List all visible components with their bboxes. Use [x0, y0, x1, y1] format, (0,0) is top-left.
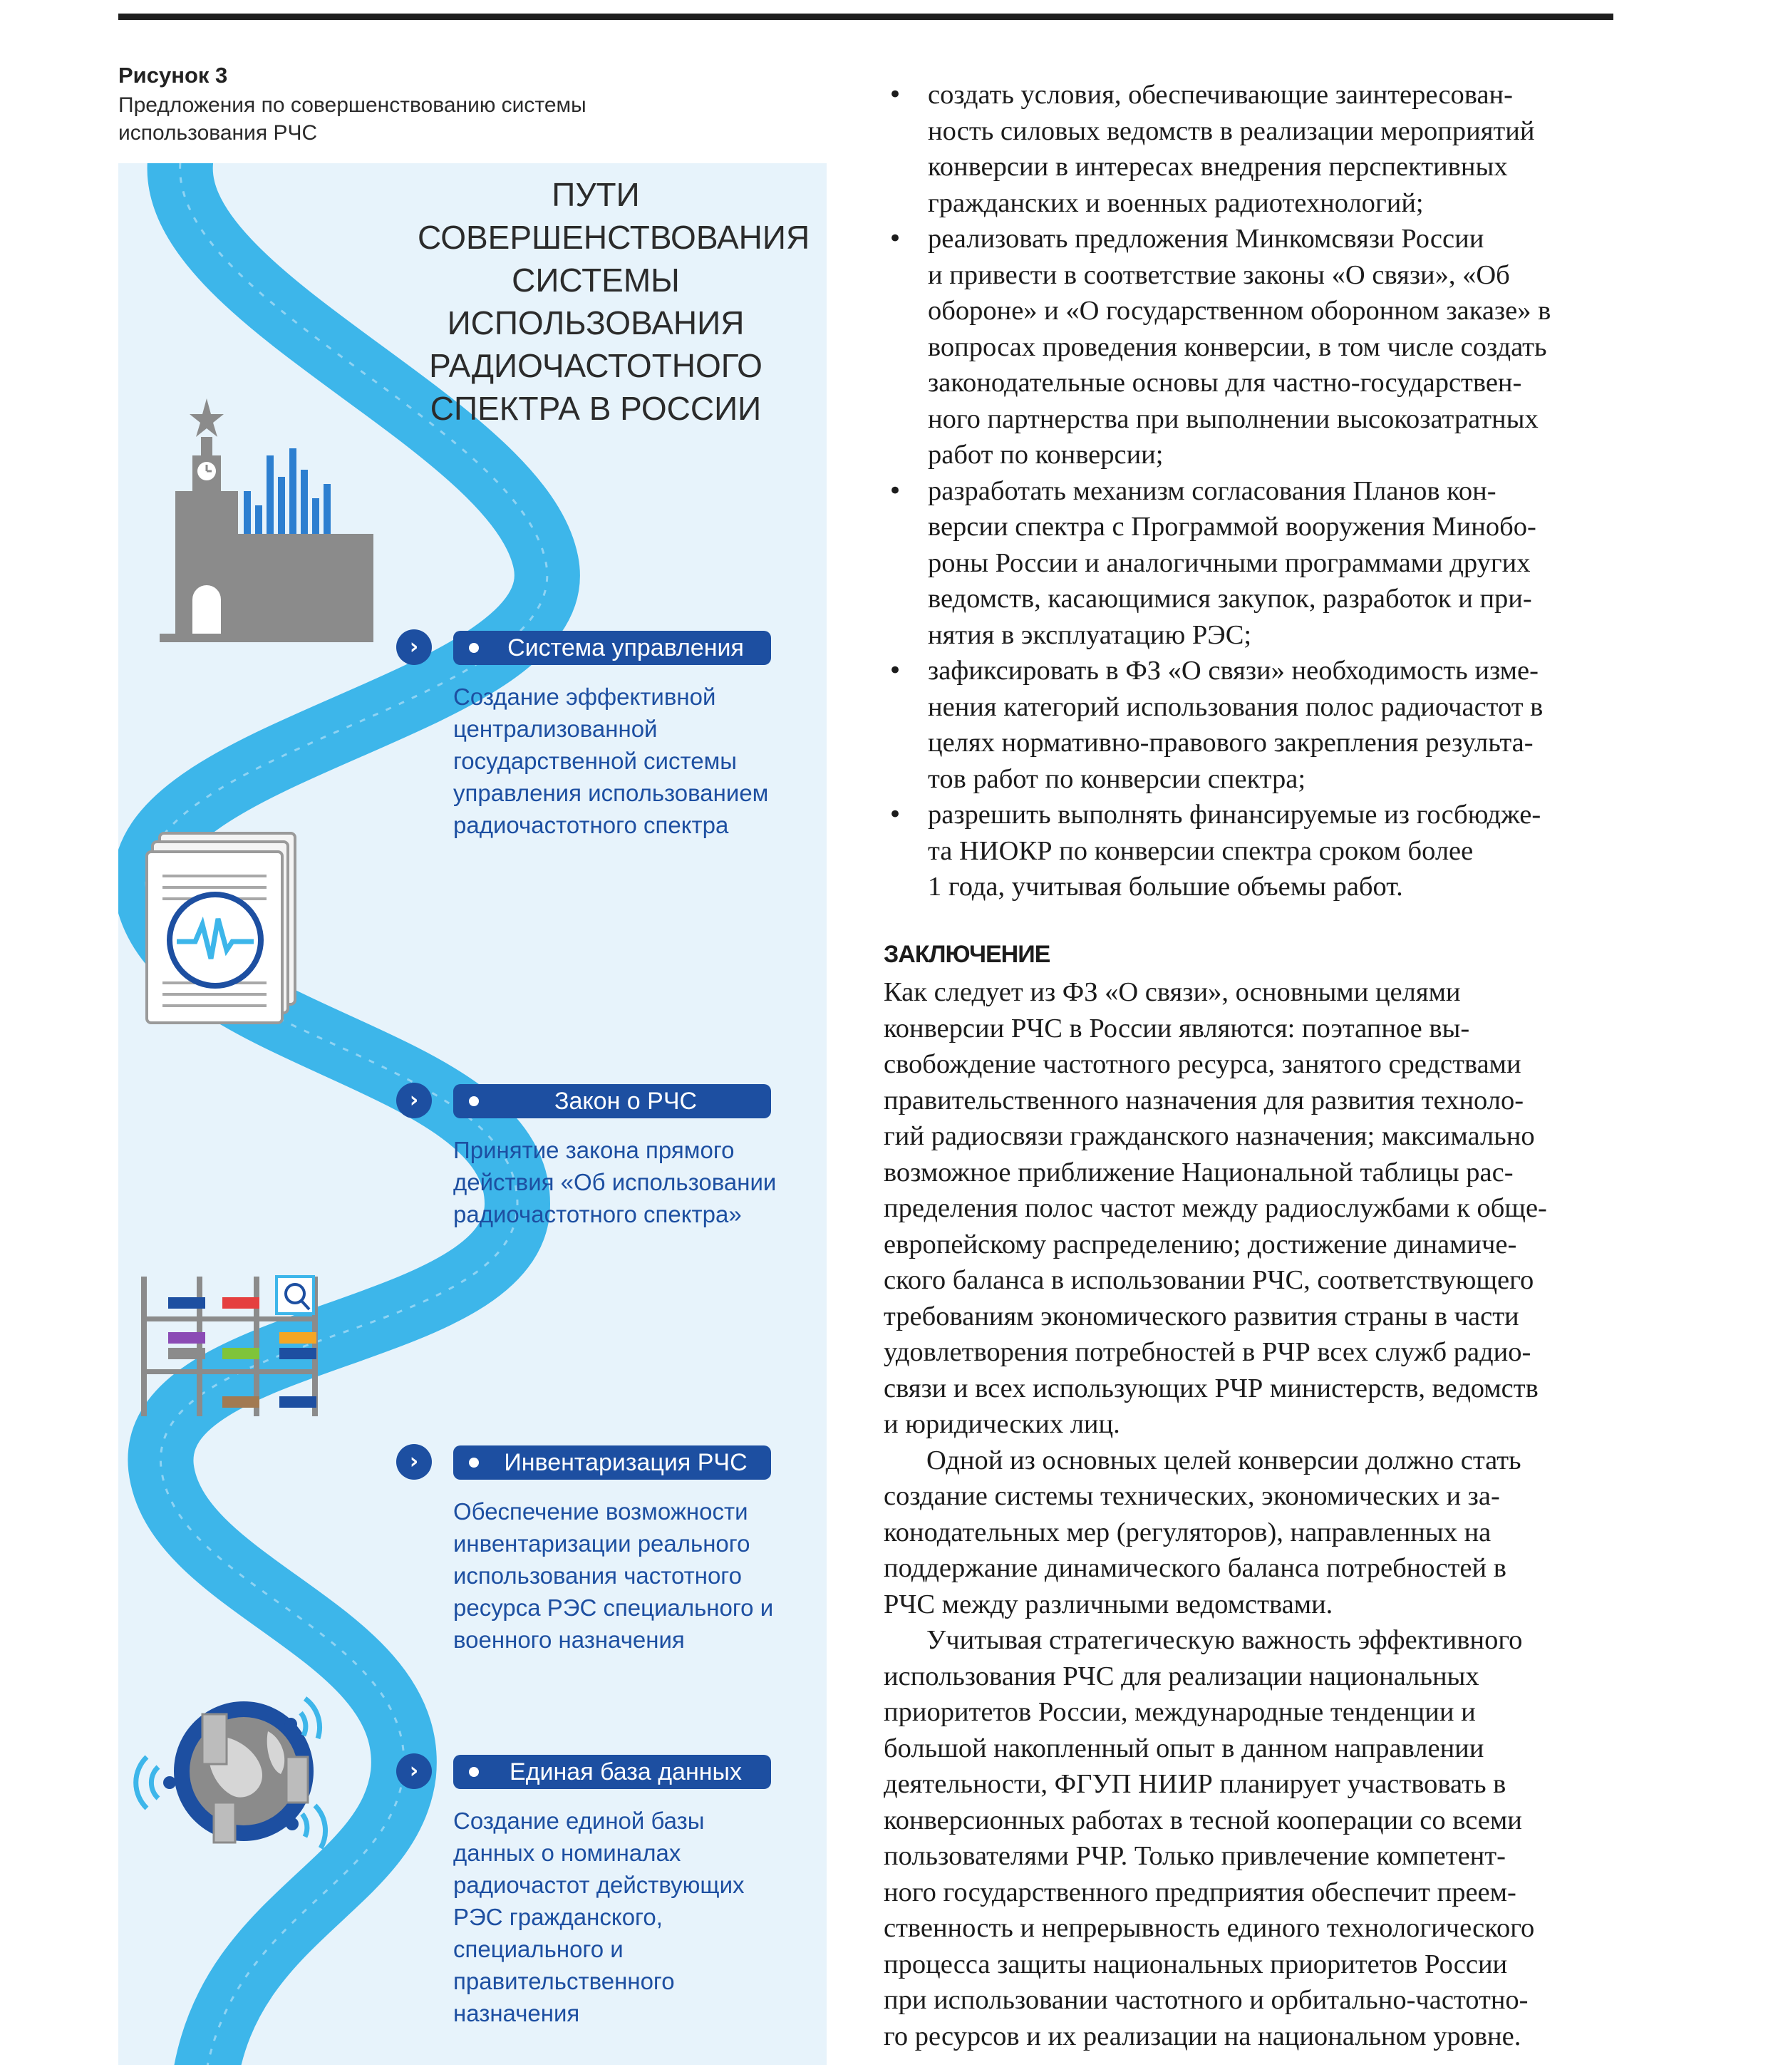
item-description-line: действия «Об использовании: [453, 1169, 777, 1195]
item-description-line: государственной системы: [453, 748, 737, 774]
text-line: гий радиосвязи гражданского назначения; максимально: [884, 1121, 1535, 1151]
item-description-line: Обеспечение возможности: [453, 1498, 748, 1525]
text-line: конверсионных работах в тесной кооперации со всеми: [884, 1805, 1522, 1835]
text-line: свобождение частотного ресурса, занятого средствами: [884, 1049, 1521, 1079]
bullet-line: роны России и аналогичными программами других: [928, 547, 1531, 578]
figure-caption-line: Предложения по совершенствованию системы: [118, 93, 586, 117]
chevron-right-icon: ›: [396, 629, 432, 665]
top-rule: [118, 14, 1613, 20]
bullet-line: гражданских и военных радиотехнологий;: [928, 187, 1424, 218]
infographic-title: [418, 173, 810, 430]
text-line: использования РЧС для реализации национальных: [884, 1661, 1479, 1691]
text-line: ного государственного предприятия обеспечит преем-: [884, 1877, 1516, 1907]
text-line: приоритетов России, международные тенденции и: [884, 1697, 1476, 1727]
item-description-line: управления использованием: [453, 780, 769, 806]
bullet-line: 1 года, учитывая большие объемы работ.: [928, 872, 1403, 902]
item-description-line: Создание эффективной: [453, 684, 716, 710]
item-description-line: централизованной: [453, 716, 658, 742]
text-line: ственность и непрерывность единого технологического: [884, 1913, 1535, 1943]
item-description-line: назначения: [453, 2000, 580, 2026]
bullet-line: законодательные основы для частно-государствен-: [928, 368, 1522, 398]
bullet-dot-icon: [469, 643, 479, 653]
item-description-line: Принятие закона прямого: [453, 1137, 735, 1163]
bullet-line: нения категорий использования полос радиочастот в: [928, 691, 1544, 722]
bullet-line: та НИОКР по конверсии спектра сроком более: [928, 835, 1474, 866]
item-description-line: инвентаризации реального: [453, 1530, 750, 1557]
text-line: конодательных мер (регуляторов), направленных на: [884, 1517, 1492, 1547]
bullet-line: • разрешить выполнять финансируемые из госбюдже-: [928, 800, 1541, 830]
item-pill-label: Система управления: [507, 634, 744, 661]
item-pill-label: Инвентаризация РЧС: [504, 1449, 748, 1476]
text-line: правительственного назначения для развития техноло-: [884, 1085, 1524, 1115]
bullet-line: ного партнерства при выполнении высокозатратных: [928, 403, 1539, 434]
text-line: процесса защиты национальных приоритетов России: [884, 1949, 1508, 1979]
infographic: [118, 163, 827, 2065]
bullet-line: • разработать механизм согласования Планов кон-: [928, 475, 1496, 506]
text-line: конверсии РЧС в России являются: поэтапное вы-: [884, 1013, 1470, 1043]
text-line: большой накопленный опыт в данном направлении: [884, 1733, 1484, 1763]
conclusion-paragraph: [884, 974, 1618, 1443]
bullet-line: нятия в эксплуатацию РЭС;: [928, 619, 1252, 650]
document-pulse-icon: [147, 833, 295, 1023]
bullet-line: • создать условия, обеспечивающие заинтересован-: [928, 80, 1513, 110]
bullet-item: [884, 221, 1618, 473]
bullet-line: • реализовать предложения Минкомсвязи России: [928, 224, 1484, 254]
item-description-line: радиочастот действующих: [453, 1872, 745, 1898]
figure-caption-line: использования РЧС: [118, 121, 318, 145]
bullet-line: вопросах проведения конверсии, в том числе создать: [928, 331, 1547, 362]
text-line: Как следует из ФЗ «О связи», основными целями: [884, 977, 1461, 1007]
text-line: ского баланса в использовании РЧС, соответствующего: [884, 1265, 1534, 1295]
text-line: Одной из основных целей конверсии должно стать: [926, 1445, 1521, 1475]
text-line: Учитывая стратегическую важность эффективного: [926, 1625, 1523, 1655]
text-line: пользователями РЧР. Только привлечение компетент-: [884, 1841, 1506, 1871]
bullet-dot-icon: [469, 1458, 479, 1468]
text-line: деятельности, ФГУП НИИР планирует участвовать в: [884, 1769, 1506, 1799]
text-line: создание системы технических, экономических и за-: [884, 1481, 1500, 1511]
text-line: удовлетворения потребностей в РЧР всех служб радио-: [884, 1337, 1531, 1367]
bullet-dot-icon: [469, 1096, 479, 1106]
text-line: поддержание динамического баланса потребностей в: [884, 1553, 1506, 1583]
text-line: пределения полос частот между радиослужбами к обще-: [884, 1193, 1547, 1223]
infographic-title-line: ИСПОЛЬЗОВАНИЯ: [447, 304, 745, 341]
item-description: [453, 681, 824, 841]
item-description-line: радиочастотного спектра: [453, 812, 729, 838]
text-line: РЧС между различными ведомствами.: [884, 1589, 1333, 1619]
text-line: при использовании частотного и орбитально-частотно-: [884, 1985, 1529, 2015]
figure-label: Рисунок 3: [118, 63, 228, 88]
text-line: возможное приближение Национальной таблицы рас-: [884, 1157, 1514, 1187]
bullet-line: конверсии в интересах внедрения перспективных: [928, 152, 1508, 182]
infographic-title-line: СОВЕРШЕНСТВОВАНИЯ: [418, 219, 810, 256]
item-description-line: правительственного: [453, 1968, 675, 1994]
kremlin-tower-icon: [160, 398, 373, 642]
conclusion-heading: ЗАКЛЮЧЕНИЕ: [884, 941, 1050, 968]
item-description-line: специального и: [453, 1936, 624, 1962]
infographic-title-line: ПУТИ: [552, 176, 640, 213]
item-pill: [453, 631, 771, 665]
item-description-line: данных о номиналах: [453, 1840, 681, 1866]
bullet-line: версии спектра с Программой вооружения Минобо-: [928, 512, 1536, 542]
figure-caption: [118, 91, 703, 147]
conclusion-paragraph: [884, 1443, 1618, 1623]
bullet-line: работ по конверсии;: [928, 440, 1164, 470]
infographic-title-line: РАДИОЧАСТОТНОГО: [429, 347, 762, 384]
item-description-line: радиочастотного спектра»: [453, 1201, 742, 1227]
item-pill: [453, 1755, 771, 1789]
bullet-item: [884, 797, 1618, 905]
chevron-right-icon: ›: [396, 1753, 432, 1789]
item-pill-label: Единая база данных: [510, 1758, 742, 1785]
item-pill: [453, 1445, 771, 1480]
bullet-item: [884, 473, 1618, 654]
item-description: [453, 1805, 824, 2029]
chevron-right-icon: ›: [396, 1083, 432, 1118]
item-description-line: ресурса РЭС специального и: [453, 1594, 774, 1621]
item-description: [453, 1495, 824, 1656]
conclusion-text: [884, 974, 1618, 2054]
bullet-line: обороне» и «О государственном оборонном заказе» в: [928, 296, 1551, 326]
bullet-line: тов работ по конверсии спектра;: [928, 763, 1306, 794]
text-line: го ресурсов и их реализации на национальном уровне.: [884, 2021, 1521, 2051]
item-description: [453, 1134, 824, 1230]
conclusion-paragraph: [884, 1622, 1618, 2054]
bullet-dot-icon: [469, 1767, 479, 1777]
bullet-line: и привести в соответствие законы «О связи», «Об: [928, 259, 1510, 290]
bullet-line: ведомств, касающимися закупок, разработок и при-: [928, 584, 1532, 614]
text-line: европейскому распределению; достижение динамиче-: [884, 1229, 1517, 1259]
chevron-right-icon: ›: [396, 1444, 432, 1480]
item-pill-label: Закон о РЧС: [554, 1088, 698, 1115]
bullet-item: [884, 653, 1618, 797]
text-line: связи и всех использующих РЧР министерств, ведомств: [884, 1373, 1539, 1403]
bullet-line: целях нормативно-правового закрепления результа-: [928, 728, 1534, 758]
text-line: и юридических лиц.: [884, 1409, 1120, 1439]
infographic-title-line: СПЕКТРА В РОССИИ: [430, 390, 762, 427]
text-line: требованиям экономического развития страны в части: [884, 1301, 1519, 1331]
bullet-line: ность силовых ведомств в реализации мероприятий: [928, 115, 1535, 146]
bullet-item: [884, 77, 1618, 221]
item-pill: [453, 1084, 771, 1118]
bullet-line: • зафиксировать в ФЗ «О связи» необходимость изме-: [928, 656, 1539, 686]
item-description-line: Создание единой базы: [453, 1808, 705, 1834]
globe-network-icon: [136, 1699, 326, 1848]
item-description-line: использования частотного: [453, 1562, 742, 1589]
proposal-bullet-list: [884, 77, 1618, 905]
item-description-line: военного назначения: [453, 1627, 685, 1653]
infographic-title-line: СИСТЕМЫ: [512, 262, 680, 299]
item-description-line: РЭС гражданского,: [453, 1904, 663, 1930]
